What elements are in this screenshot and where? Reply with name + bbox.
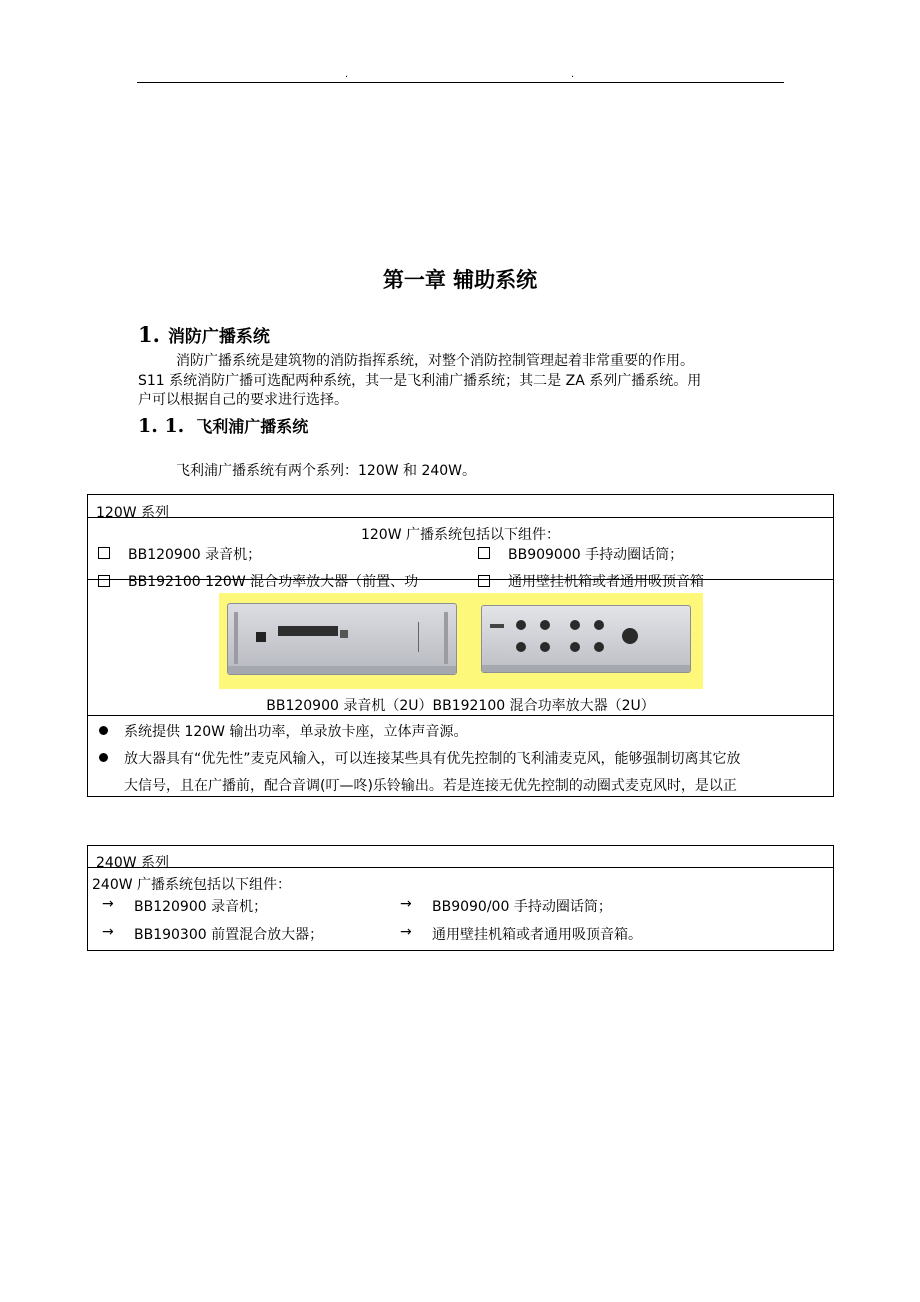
recorder-device	[227, 603, 457, 675]
series-title: 240W 系列	[96, 855, 170, 871]
component-item: BB120900 录音机；	[134, 899, 268, 915]
bullet-text: 放大器具有“优先性”麦克风输入，可以连接某些具有优先控制的飞利浦麦克风，能够强制切离其它放	[124, 751, 741, 767]
header-dot: .	[345, 69, 349, 80]
series-title: 120W 系列	[96, 505, 170, 521]
divider	[88, 715, 833, 716]
series-120w-box	[87, 494, 834, 797]
bullet-text: 系统提供 120W 输出功率，单录放卡座，立体声音源。	[124, 724, 468, 740]
component-item: 通用壁挂机箱或者通用吸顶音箱。	[432, 927, 642, 943]
arrow-icon: →	[400, 896, 412, 912]
header-rule	[137, 82, 784, 83]
arrow-icon: →	[102, 924, 114, 940]
checkbox-icon	[478, 545, 490, 561]
bullet-icon	[99, 726, 108, 735]
paragraph-line: 户可以根据自己的要求进行选择。	[138, 392, 348, 408]
checkbox-icon	[98, 545, 110, 561]
arrow-icon: →	[102, 896, 114, 912]
component-item: BB9090/00 手持动圈话筒；	[432, 899, 612, 915]
components-subtitle: 120W 广播系统包括以下组件：	[360, 527, 560, 543]
clipped-row	[88, 571, 833, 590]
arrow-icon: →	[400, 924, 412, 940]
divider	[88, 517, 833, 518]
components-subtitle: 240W 广播系统包括以下组件：	[92, 877, 292, 893]
checkbox-icon	[98, 573, 110, 589]
image-caption: BB120900 录音机（2U）BB192100 混合功率放大器（2U）	[266, 698, 655, 714]
intro-text: 飞利浦广播系统有两个系列：120W 和 240W。	[176, 463, 477, 479]
section-number: 1.	[138, 322, 160, 347]
component-item: BB190300 前置混合放大器；	[134, 927, 324, 943]
divider	[88, 867, 833, 868]
chapter-title: 第一章 辅助系统	[382, 268, 538, 292]
series-240w-box	[87, 845, 834, 951]
amplifier-device	[481, 605, 691, 673]
subsection-number: 1. 1.	[138, 415, 185, 437]
component-item: BB909000 手持动圈话筒；	[508, 547, 684, 563]
section-title: 消防广播系统	[167, 327, 270, 347]
component-item: 通用壁挂机箱或者通用吸顶音箱	[508, 574, 704, 590]
subsection-title: 飞利浦广播系统	[196, 417, 309, 436]
checkbox-icon	[478, 573, 490, 589]
subsection-heading	[138, 414, 308, 437]
component-item: BB192100 120W 混合功率放大器（前置、功	[128, 574, 419, 590]
component-item: BB120900 录音机；	[128, 547, 262, 563]
bullet-text: 大信号，且在广播前，配合音调(叮—咚)乐铃输出。若是连接无优先控制的动圈式麦克风时，是以正	[124, 778, 737, 794]
section-heading	[138, 322, 270, 347]
paragraph-line: S11 系统消防广播可选配两种系统，其一是飞利浦广播系统；其二是 ZA 系列广播系统。用	[138, 373, 702, 389]
product-photo	[219, 593, 703, 689]
header-dot: .	[571, 69, 575, 80]
divider	[88, 579, 833, 580]
bullet-icon	[99, 753, 108, 762]
paragraph-line: 消防广播系统是建筑物的消防指挥系统，对整个消防控制管理起着非常重要的作用。	[176, 353, 694, 369]
